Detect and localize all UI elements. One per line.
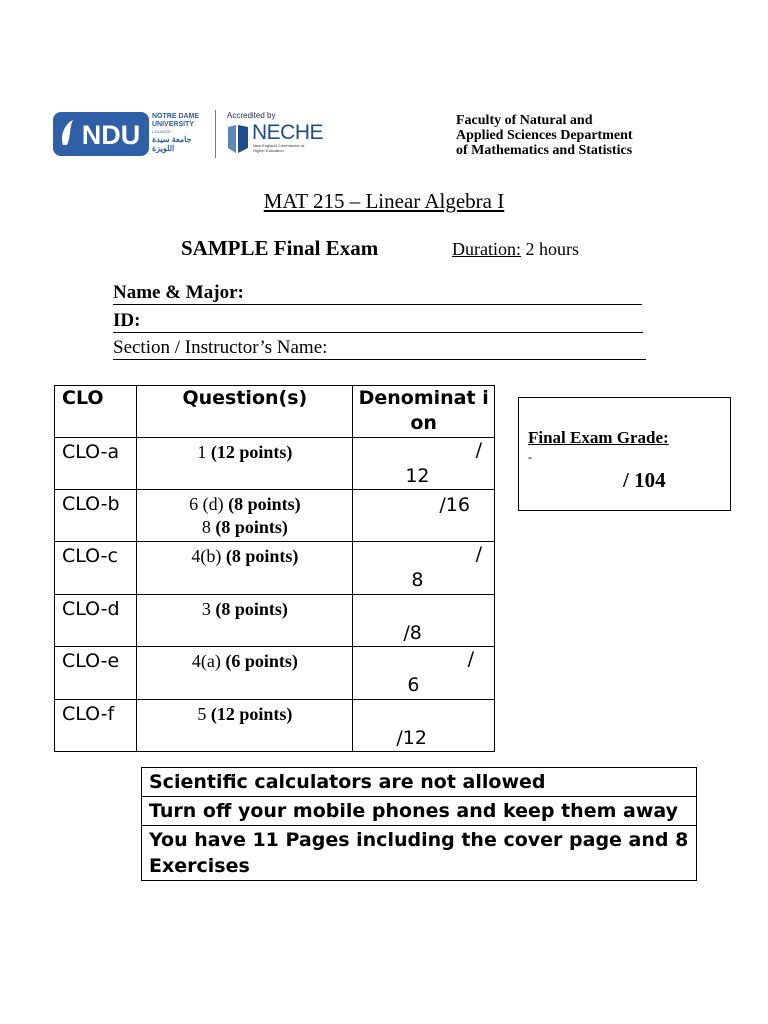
question-number: 8 xyxy=(201,517,216,537)
final-grade-label: Final Exam Grade: xyxy=(528,428,669,447)
question-line xyxy=(137,516,352,539)
header-clo: CLO xyxy=(55,386,137,438)
faculty-line: Faculty of Natural and xyxy=(456,113,593,128)
question-cell xyxy=(137,490,353,542)
table-row xyxy=(55,595,495,647)
final-grade-box xyxy=(518,397,731,511)
header-questions: Question(s) xyxy=(137,386,353,438)
table-row xyxy=(55,438,495,490)
question-points: (8 points) xyxy=(215,517,288,537)
duration xyxy=(452,239,579,260)
question-points: (8 points) xyxy=(228,494,301,514)
denomination-bottom: 6 xyxy=(407,674,420,696)
clo-label: CLO-d xyxy=(55,595,137,647)
question-points: (6 points) xyxy=(225,651,298,671)
university-name-en: NOTRE DAME UNIVERSITY xyxy=(152,113,200,128)
question-number: 5 xyxy=(197,704,211,724)
question-number: 4(b) xyxy=(191,546,226,566)
denomination-cell xyxy=(353,595,495,647)
denomination-top: /16 xyxy=(439,494,470,516)
clo-label: CLO-f xyxy=(55,700,137,752)
denomination-bottom: /12 xyxy=(396,727,427,749)
clo-label: CLO-e xyxy=(55,647,137,700)
faculty-department xyxy=(456,113,666,158)
denomination-top: / xyxy=(467,648,474,670)
table-row xyxy=(55,700,495,752)
question-cell xyxy=(137,647,353,700)
denomination-bottom: /8 xyxy=(403,622,422,644)
clo-table xyxy=(54,385,495,752)
question-cell xyxy=(137,595,353,647)
rule-item: Turn off your mobile phones and keep them away xyxy=(142,797,697,826)
exam-rules xyxy=(141,767,697,881)
question-number: 6 (d) xyxy=(189,494,229,514)
question-number: 1 xyxy=(197,442,211,462)
question-cell xyxy=(137,542,353,595)
logo-divider xyxy=(215,110,216,158)
accreditation-label: Accredited by xyxy=(227,111,276,120)
question-points: (8 points) xyxy=(215,599,288,619)
question-points: (12 points) xyxy=(210,442,293,462)
section-instructor-field[interactable]: Section / Instructor’s Name: xyxy=(113,337,646,360)
denomination-cell xyxy=(353,542,495,595)
clo-label: CLO-b xyxy=(55,490,137,542)
ndu-logo-icon xyxy=(53,112,149,156)
clo-label: CLO-a xyxy=(55,438,137,490)
question-line xyxy=(137,493,352,516)
id-field[interactable]: ID: xyxy=(113,310,643,333)
university-city: LOUAIZE xyxy=(152,129,172,134)
neche-shield-icon xyxy=(227,124,249,154)
table-header-row xyxy=(55,386,495,438)
university-name xyxy=(152,113,210,155)
question-cell xyxy=(137,438,353,490)
ndu-logo-mark: NDU xyxy=(81,120,141,150)
table-row xyxy=(55,647,495,700)
denomination-cell xyxy=(353,700,495,752)
final-grade-value: / 104 xyxy=(623,468,666,492)
rule-item: Scientific calculators are not allowed xyxy=(142,768,697,797)
final-grade-dash: - xyxy=(528,450,532,464)
name-major-field[interactable]: Name & Major: xyxy=(113,282,642,305)
question-points: (12 points) xyxy=(210,704,293,724)
duration-value: 2 hours xyxy=(521,239,579,259)
clo-label: CLO-c xyxy=(55,542,137,595)
question-points: (8 points) xyxy=(225,546,299,566)
neche-name: NECHE xyxy=(252,121,324,144)
header-denomination: Denominat ion xyxy=(353,386,495,438)
duration-label: Duration: xyxy=(452,239,521,259)
university-name-ar: جامعة سيدة اللويزة xyxy=(152,135,192,153)
denomination-top: / xyxy=(475,543,482,565)
faculty-line: of Mathematics and Statistics xyxy=(456,143,633,158)
denomination-top: / xyxy=(475,439,482,461)
denomination-cell xyxy=(353,647,495,700)
table-row xyxy=(55,490,495,542)
question-number: 3 xyxy=(201,599,216,619)
question-cell xyxy=(137,700,353,752)
denomination-cell xyxy=(353,490,495,542)
rule-item: You have 11 Pages including the cover page and 8 Exercises xyxy=(142,826,697,881)
denomination-cell xyxy=(353,438,495,490)
exam-title: SAMPLE Final Exam xyxy=(181,236,379,260)
denomination-bottom: 8 xyxy=(411,569,424,591)
faculty-line: Applied Sciences Department xyxy=(456,128,633,143)
course-title: MAT 215 – Linear Algebra I xyxy=(263,189,505,213)
neche-full-name: New England Commission of Higher Education xyxy=(253,143,305,153)
denomination-bottom: 12 xyxy=(405,465,430,487)
question-number: 4(a) xyxy=(191,651,226,671)
table-row xyxy=(55,542,495,595)
